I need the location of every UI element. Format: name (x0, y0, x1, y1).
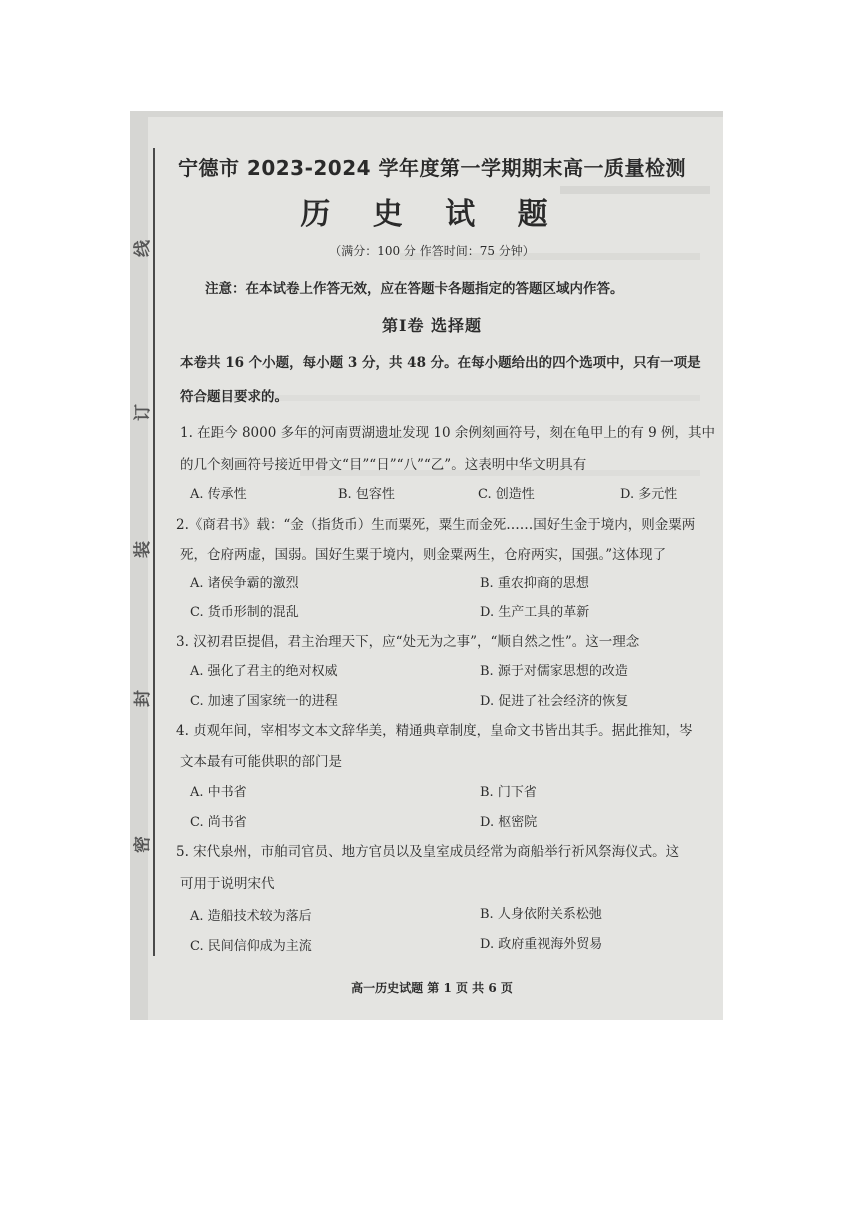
option-c: C. 尚书省 (190, 815, 247, 830)
option-b: B. 源于对儒家思想的改造 (480, 664, 628, 679)
option-b: B. 包容性 (338, 487, 395, 502)
option-c: C. 民间信仰成为主流 (190, 939, 312, 954)
option-d: D. 枢密院 (480, 815, 538, 830)
exam-meta: （满分：100 分 作答时间：75 分钟） (329, 244, 535, 258)
binding-line (153, 148, 155, 956)
option-b: B. 重农抑商的思想 (480, 576, 589, 591)
subject-title: 历 史 试 题 (300, 197, 564, 232)
question-stem: 1. 在距今 8000 多年的河南贾湖遗址发现 10 余例刻画符号，刻在龟甲上的有 9 例，其中 (180, 425, 716, 441)
question-stem: 2.《商君书》载：“金（指货币）生而粟死，粟生而金死……国好生金于境内，则金粟两 (176, 517, 696, 533)
question-stem-cont: 可用于说明宋代 (180, 876, 275, 892)
option-a: A. 中书省 (190, 785, 247, 800)
question-stem: 5. 宋代泉州，市舶司官员、地方官员以及皇室成员经常为商船举行祈风祭海仪式。这 (176, 844, 680, 860)
section-title: 第Ⅰ卷 选择题 (381, 316, 483, 335)
option-a: A. 传承性 (190, 487, 247, 502)
exam-title: 宁德市 2023-2024 学年度第一学期期末高一质量检测 (177, 156, 687, 180)
option-d: D. 促进了社会经济的恢复 (480, 694, 629, 709)
option-a: A. 造船技术较为落后 (190, 909, 312, 924)
section-intro: 本卷共 16 个小题，每小题 3 分，共 48 分。在每小题给出的四个选项中，只有一项是 (180, 355, 701, 371)
binding-label: 密 (133, 836, 153, 853)
binding-label: 封 (133, 690, 153, 707)
binding-label: 装 (133, 541, 153, 558)
option-d: D. 政府重视海外贸易 (480, 937, 603, 952)
option-b: B. 人身依附关系松弛 (480, 907, 602, 922)
binding-label: 订 (133, 404, 153, 421)
option-d: D. 多元性 (620, 487, 678, 502)
page-footer: 高一历史试题 第 1 页 共 6 页 (351, 981, 513, 995)
question-stem-cont: 死，仓府两虚，国弱。国好生粟于境内，则金粟两生，仓府两实，国强。”这体现了 (180, 547, 667, 563)
option-d: D. 生产工具的革新 (480, 605, 590, 620)
option-c: C. 货币形制的混乱 (190, 605, 299, 620)
notice-text: 注意：在本试卷上作答无效，应在答题卡各题指定的答题区域内作答。 (205, 281, 624, 297)
option-a: A. 诸侯争霸的激烈 (190, 576, 299, 591)
binding-label: 线 (133, 240, 153, 257)
option-c: C. 加速了国家统一的进程 (190, 694, 338, 709)
question-stem-cont: 的几个刻画符号接近甲骨文“目”“日”“八”“乙”。这表明中华文明具有 (180, 457, 587, 473)
question-stem-cont: 文本最有可能供职的部门是 (180, 754, 342, 770)
option-a: A. 强化了君主的绝对权威 (190, 664, 338, 679)
question-stem: 4. 贞观年间，宰相岑文本文辞华美，精通典章制度，皇命文书皆出其手。据此推知，岑 (176, 723, 693, 739)
option-c: C. 创造性 (478, 487, 535, 502)
option-b: B. 门下省 (480, 785, 537, 800)
section-intro-cont: 符合题目要求的。 (180, 389, 288, 405)
question-stem: 3. 汉初君臣提倡，君主治理天下，应“处无为之事”，“顺自然之性”。这一理念 (176, 634, 640, 650)
